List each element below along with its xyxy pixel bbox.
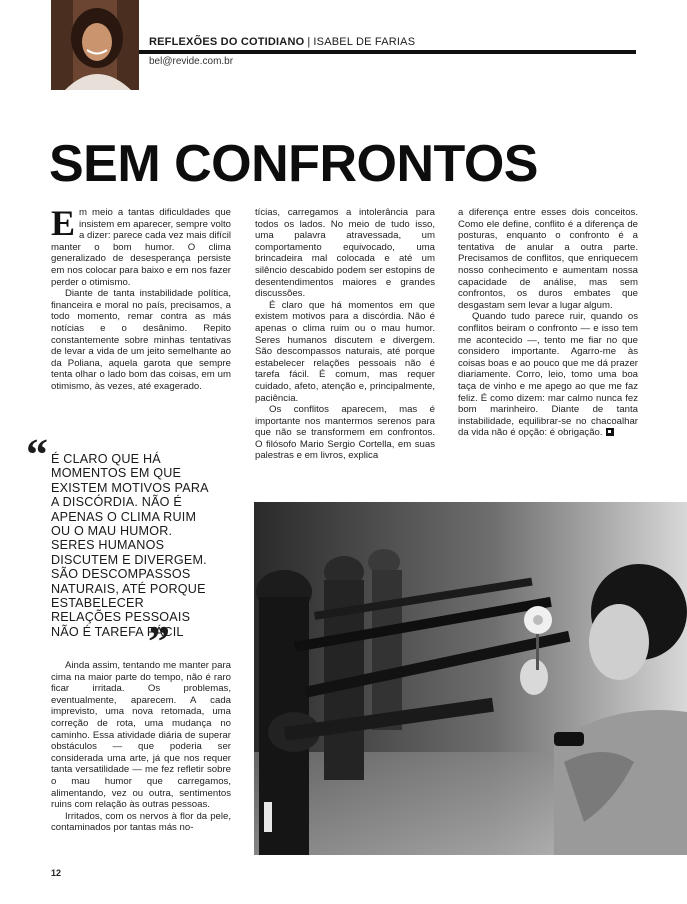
body-column-3 — [458, 207, 638, 439]
paragraph — [458, 311, 638, 439]
drop-cap: E — [51, 203, 76, 243]
author-email: bel@revide.com.br — [149, 56, 234, 67]
end-of-article-icon — [606, 428, 614, 436]
paragraph: É claro que há momentos em que existem motivos para a discórdia. Não é apenas o clima ruim ou o mau humor. Seres humanos discutem e divergem. São descompassos naturais, até porque estabelecer relações pessoais não é tarefa fácil. É comum, mas requer cuidado, afeto, atenção e, principalmente, paciência. — [255, 299, 435, 404]
quote-close-mark: ” — [148, 617, 170, 666]
paragraph: Os conflitos aparecem, mas é importante nos mantermos serenos para que não se transformem em confrontos. O filósofo Mario Sergio Cortella, em suas palestras e em livros, explica — [255, 404, 435, 462]
pull-quote: É CLARO QUE HÁ MOMENTOS EM QUE EXISTEM MOTIVOS PARA A DISCÓRDIA. NÃO É APENAS O CLIMA RUIM OU O MAU HUMOR. SERES HUMANOS DISCUTEM E DIVERGEM. SÃO DESCOMPASSOS NATURAIS, ATÉ PORQUE ESTABELECER RELAÇÕES PESSOAIS NÃO É TAREFA FÁCIL — [51, 452, 209, 639]
main-photo — [254, 502, 687, 855]
paragraph: tícias, carregamos a intolerância para todos os lados. No meio de tudo isso, uma palavra atravessada, um comportamento equivocado, uma brincadeira mal colocada e até um silêncio descabido podem ser estopins de desentendimentos maiores e grandes discussões. — [255, 207, 435, 300]
paragraph: Irritados, com os nervos à flor da pele, contaminados por tantas más no- — [51, 810, 231, 834]
header-separator: | — [307, 36, 311, 48]
column-header — [149, 36, 415, 48]
paragraph: a diferença entre esses dois conceitos. Como ele define, conflito é a diferença de posturas, enquanto o confronto é a tentativa de anular a outra parte. Precisamos de conflitos, que enriquecem nosso conhecimento e aumentam nossa capacidade de análise, mas sem confrontos, os duros embates que desgastam sem levar a lugar algum. — [458, 207, 638, 311]
column-name: REFLEXÕES DO COTIDIANO — [149, 36, 305, 48]
page-number: 12 — [51, 868, 62, 878]
paragraph-text: m meio a tantas dificuldades que insistem em aparecer, sempre volto a dizer: parece cada vez mais difícil manter o bom humor. O clima generalizado de desesperança persiste em nos colocar para baixo e em nos fazer perder o otimismo. — [51, 207, 231, 288]
paragraph-text: Quando tudo parece ruir, quando os conflitos beiram o confronto — e isso tem me acontecido —, tento me fiar no que considero importante. Agarro-me às coisas boas e ao pouco que me dá prazer diariamente. Corro, leio, tomo uma boa taça de vinho e me apego ao que me faz feliz. É como dizem: mar calmo nunca fez bom marinheiro. Diante de tanta instabilidade, equilibrar-se no chacoalhar da vida não é opção: é obrigação. — [458, 311, 638, 439]
body-column-1-bottom — [51, 660, 231, 834]
author-photo — [51, 0, 139, 90]
quote-open-mark: “ — [26, 430, 48, 479]
article-title: SEM CONFRONTOS — [49, 135, 538, 193]
body-column-2 — [255, 207, 435, 462]
header-rule — [139, 50, 636, 54]
body-column-1-top — [51, 203, 231, 393]
paragraph: Diante de tanta instabilidade política, financeira e moral no país, precisamos, a todo momento, remar contra as más notícias e o desânimo. Repito constantemente sobre minhas tentativas de levar a vida de um jeito semelhante ao da Poliana, aquela garota que sempre tenta olhar o lado bom das coisas, em um otimismo, às vezes, até exagerado. — [51, 288, 231, 392]
author-name: ISABEL DE FARIAS — [313, 36, 416, 48]
paragraph: Ainda assim, tentando me manter para cima na maior parte do tempo, não é raro ficar irritada. Os problemas, eventualmente, aparecem. A cada imprevisto, uma nova retomada, uma correção de rota, uma mudança no caminho. Essa atividade diária de superar obstáculos — que poderia ser considerada uma arte, já que nos requer tanta versatilidade — me fez refletir sobre o mau humor que carregamos, alimentando, vez ou outra, sentimentos ruins com relação às outras pessoas. — [51, 660, 231, 811]
paragraph — [51, 203, 231, 288]
